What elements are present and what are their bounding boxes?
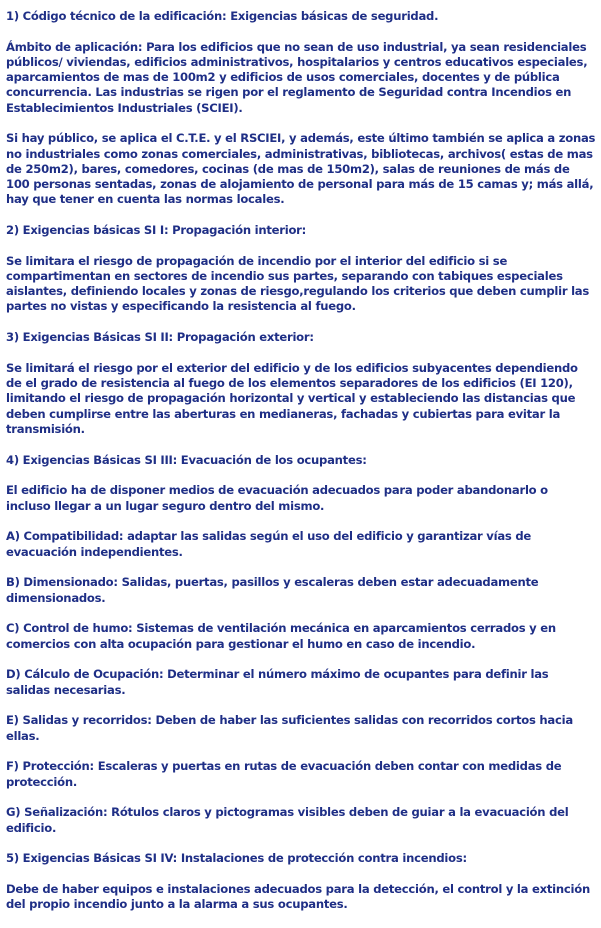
list-item-a-compatibility: A) Compatibilidad: adaptar las salidas según el uso del edificio y garantizar vías de evacuación independientes. [6,529,532,559]
paragraph-public-use: Si hay público, se aplica el C.T.E. y el RSCIEI, y además, este último también se aplica a zonas no industriales como zonas comerciales, administrativas, bibliotecas, archivos( estas de mas de 250m2), bares, comedores, cocinas (de mas de 150m2), salas de reuniones de más de 100 personas sentadas, zonas de alojamiento de personal para más de 15 camas y; más allá, hay que tener en cuenta las normas locales. [6,131,596,207]
section-heading-3: 3) Exigencias Básicas SI II: Propagación exterior: [6,330,314,345]
list-item-c-smoke-control: C) Control de humo: Sistemas de ventilación mecánica en aparcamientos cerrados y en comercios con alta ocupación para gestionar el humo en caso de incendio. [6,621,556,651]
paragraph-exterior-propagation: Se limitará el riesgo por el exterior del edificio y de los edificios subyacentes dependiendo de el grado de resistencia al fuego de los elementos separadores de los edificios (EI 120), limitando el riesgo de propagación horizontal y vertical y estableciendo las distancias que deben cumplirse entre las aberturas en medianeras, fachadas y cubiertas para evitar la transmisión. [6,361,578,436]
paragraph-evacuation-intro: El edificio ha de disponer medios de evacuación adecuados para poder abandonarlo o incluso llegar a un lugar seguro dentro del mismo. [6,483,548,513]
paragraph-scope: Ámbito de aplicación: Para los edificios que no sean de uso industrial, ya sean residenciales públicos/ viviendas, edificios administrativos, hospitalarios y centros educativos especiales, aparcamientos de mas de 100m2 y edificios de usos comerciales, docentes y de pública concurrencia. Las industrias se rigen por el reglamento de Seguridad contra Incendios en Establecimientos Industriales (SCIEI). [6,39,588,115]
section-heading-5: 5) Exigencias Básicas SI IV: Instalaciones de protección contra incendios: [6,851,467,866]
section-heading-1: 1) Código técnico de la edificación: Exigencias básicas de seguridad. [6,9,439,23]
list-item-g-signage: G) Señalización: Rótulos claros y pictogramas visibles deben de guiar a la evacuación del edificio. [6,805,569,835]
section-heading-2: 2) Exigencias básicas SI I: Propagación interior: [6,223,307,238]
list-item-e-exits: E) Salidas y recorridos: Deben de haber las suficientes salidas con recorridos cortos hacia ellas. [6,713,573,743]
list-item-b-sizing: B) Dimensionado: Salidas, puertas, pasillos y escaleras deben estar adecuadamente dimensionados. [6,575,539,605]
paragraph-fire-protection: Debe de haber equipos e instalaciones adecuados para la detección, el control y la extinción del propio incendio junto a la alarma a sus ocupantes. [6,882,590,912]
list-item-d-occupancy: D) Cálculo de Ocupación: Determinar el número máximo de ocupantes para definir las salidas necesarias. [6,667,549,697]
section-heading-4: 4) Exigencias Básicas SI III: Evacuación de los ocupantes: [6,452,367,467]
list-item-f-protection: F) Protección: Escaleras y puertas en rutas de evacuación deben contar con medidas de protección. [6,759,562,789]
document-page [6,9,596,928]
paragraph-interior-propagation: Se limitara el riesgo de propagación de incendio por el interior del edificio si se compartimentan en sectores de incendio sus partes, separando con tabiques especiales aislantes, definiendo locales y zonas de riesgo,regulando los criterios que deben cumplir las partes no vistas y especificando la resistencia al fuego. [6,253,590,314]
